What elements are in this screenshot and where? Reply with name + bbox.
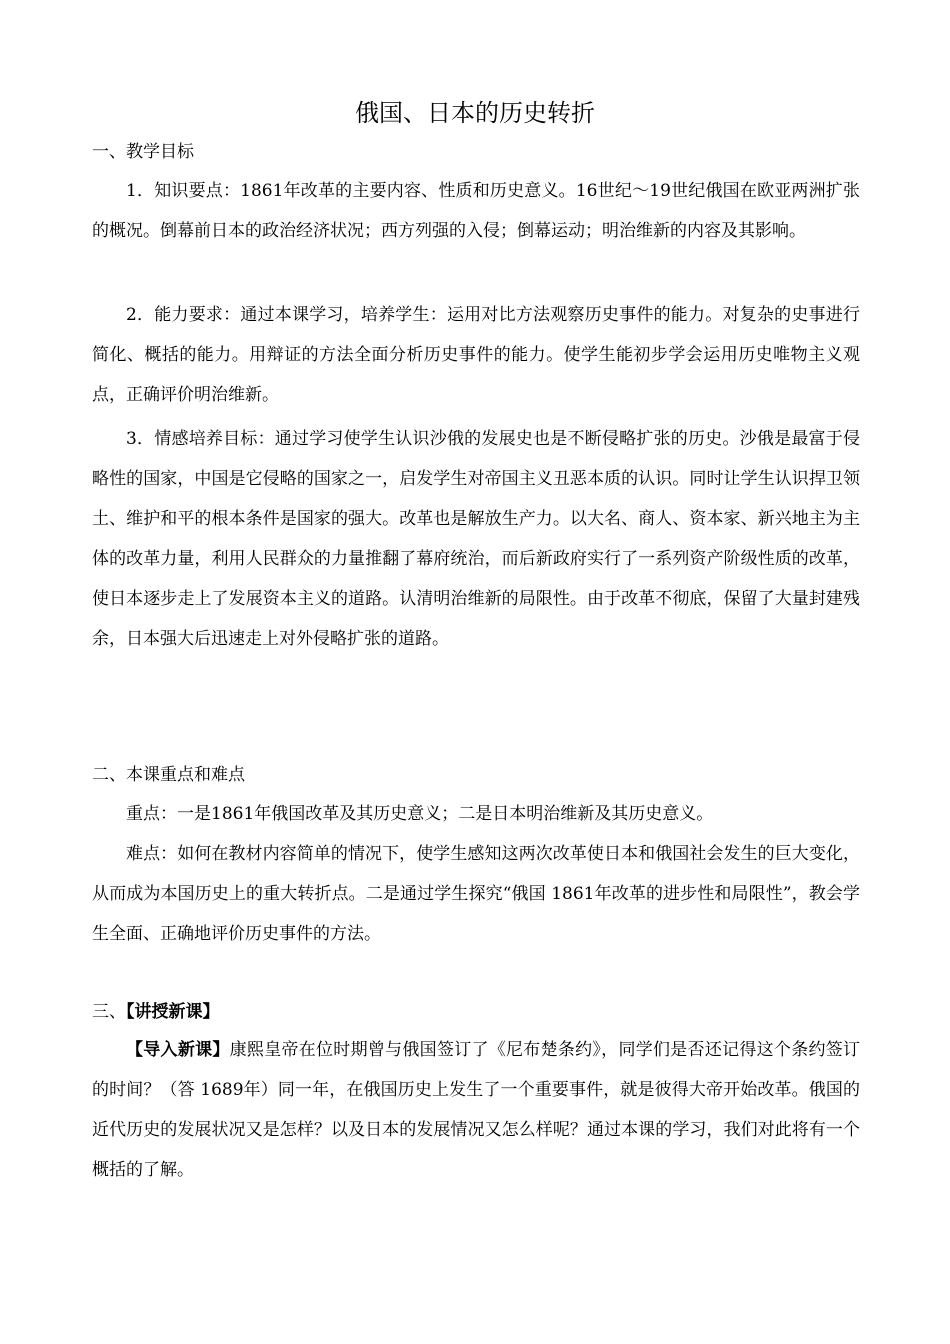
paragraph-ability-requirements: 2．能力要求：通过本课学习，培养学生：运用对比方法观察历史事件的能力。对复杂的史事进行简化、概括的能力。用辩证的方法全面分析历史事件的能力。使学生能初步学会运用历史唯物主义观点，正确评价明治维新。: [92, 305, 860, 405]
paragraph-key-point: 重点：一是1861年俄国改革及其历史意义；二是日本明治维新及其历史意义。: [126, 804, 714, 824]
paragraph-knowledge-points: 1．知识要点：1861年改革的主要内容、性质和历史意义。16世纪～19世纪俄国在欧亚两洲扩张的概况。倒幕前日本的政治经济状况；西方列强的入侵；倒幕运动；明治维新的内容及其影响。: [92, 181, 860, 241]
section-heading-prefix: 三、: [92, 1002, 126, 1022]
paragraph-difficult-point: 难点：如何在教材内容简单的情况下，使学生感知这两次改革使日本和俄国社会发生的巨大变化，从而成为本国历史上的重大转折点。二是通过学生探究“俄国 1861年改革的进步性和局限性”，教会学生全面、正确地评价历史事件的方法。: [92, 844, 860, 944]
section-heading-key-points: 二、本课重点和难点: [92, 765, 245, 785]
paragraph-lesson-intro: [92, 1030, 860, 1190]
section-heading-new-lesson: [92, 1000, 220, 1024]
section-heading-bold: 【讲授新课】: [126, 1002, 220, 1022]
paragraph-emotional-goals: 3．情感培养目标：通过学习使学生认识沙俄的发展史也是不断侵略扩张的历史。沙俄是最富于侵略性的国家，中国是它侵略的国家之一，启发学生对帝国主义丑恶本质的认识。同时让学生认识捍卫领土、维护和平的根本条件是国家的强大。改革也是解放生产力。以大名、商人、资本家、新兴地主为主体的改革力量，利用人民群众的力量推翻了幕府统治，而后新政府实行了一系列资产阶级性质的改革，使日本逐步走上了发展资本主义的道路。认清明治维新的局限性。由于改革不彻底，保留了大量封建残余，日本强大后迅速走上对外侵略扩张的道路。: [92, 429, 860, 649]
lesson-intro-label: 【导入新课】: [126, 1040, 230, 1060]
lesson-intro-text: 康熙皇帝在位时期曾与俄国签订了《尼布楚条约》，同学们是否还记得这个条约签订的时间？（答 1689年）同一年，在俄国历史上发生了一个重要事件，就是彼得大帝开始改革。俄国的近代历史的发展状况又是怎样？以及日本的发展情况又怎么样呢？通过本课的学习，我们对此将有一个概括的了解。: [92, 1040, 861, 1180]
section-heading-teaching-goals: 一、教学目标: [92, 142, 194, 162]
page-title: 俄国、日本的历史转折: [355, 99, 595, 127]
